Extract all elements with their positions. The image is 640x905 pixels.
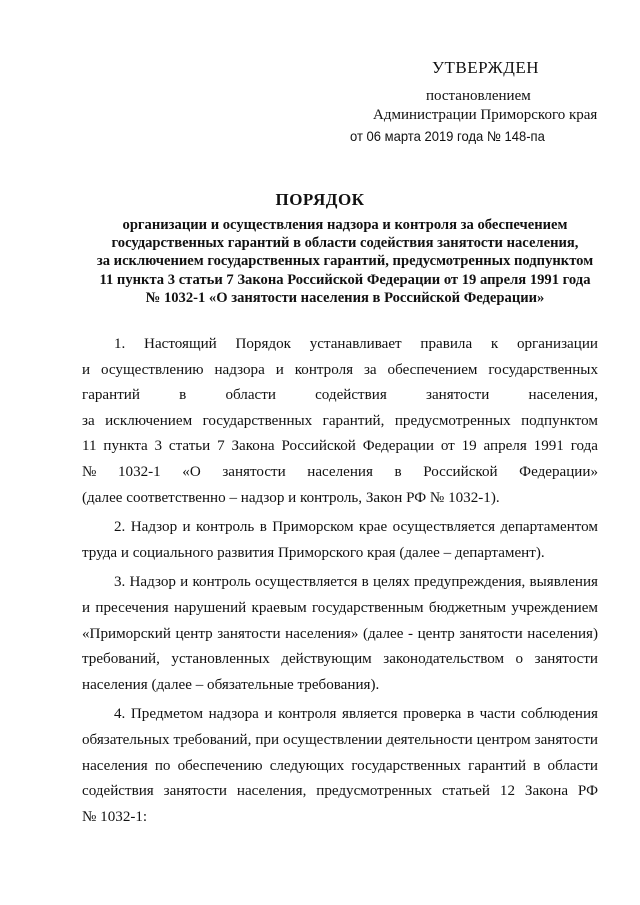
subtitle-line: за исключением государственных гарантий, предусмотренных подпунктом <box>96 253 594 270</box>
paragraph-2 <box>82 515 598 566</box>
text-line: 11 пункта 3 статьи 7 Закона Российской Федерации от 19 апреля 1991 года <box>82 438 598 455</box>
document-body <box>82 332 598 830</box>
text-line: и пресечения нарушений краевым государственным бюджетным учреждением <box>82 599 598 616</box>
text-line: обязательных требований, при осуществлении деятельности центром занятости <box>82 731 598 748</box>
subtitle-line: № 1032-1 «О занятости населения в Российской Федерации» <box>145 289 545 306</box>
text-line: населения по обеспечению следующих государственных гарантий в области <box>82 757 598 774</box>
text-line: требований, установленных действующим законодательством о занятости <box>82 651 598 668</box>
text-line: гарантий в области содействия занятости населения, <box>82 387 598 404</box>
subtitle-line: государственных гарантий в области содействия занятости населения, <box>111 235 579 252</box>
text-line: 1. Настоящий Порядок устанавливает правила к организации <box>114 336 598 352</box>
approval-date-number: от 06 марта 2019 года № 148-па <box>350 128 545 144</box>
paragraph-4 <box>82 702 598 830</box>
document-title: ПОРЯДОК <box>275 190 365 209</box>
text-line: 3. Надзор и контроль осуществляется в целях предупреждения, выявления <box>114 574 598 591</box>
text-line: содействия занятости населения, предусмотренных статьей 12 Закона РФ <box>82 783 598 800</box>
text-line: 4. Предметом надзора и контроля является проверка в части соблюдения <box>114 706 598 723</box>
paragraph-3 <box>82 570 598 698</box>
subtitle-line: организации и осуществления надзора и контроля за обеспечением <box>122 217 568 233</box>
approval-resolution-label: постановлением <box>426 88 531 104</box>
text-line: № 1032-1 «О занятости населения в Российской Федерации» <box>82 463 598 480</box>
subtitle-line: 11 пункта 3 статьи 7 Закона Российской Федерации от 19 апреля 1991 года <box>99 271 591 288</box>
document-subtitle <box>70 216 620 307</box>
text-line: (далее соответственно – надзор и контроль, Закон РФ № 1032-1). <box>82 489 500 506</box>
text-line: населения (далее – обязательные требования). <box>82 676 380 693</box>
paragraph-1 <box>82 332 598 511</box>
text-line: № 1032-1: <box>82 808 148 825</box>
text-line: за исключением государственных гарантий, предусмотренных подпунктом <box>82 412 598 429</box>
approval-title: УТВЕРЖДЕН <box>432 58 539 77</box>
text-line: «Приморский центр занятости населения» (далее - центр занятости населения) <box>82 625 598 642</box>
text-line: 2. Надзор и контроль в Приморском крае осуществляется департаментом <box>114 519 598 536</box>
approval-authority: Администрации Приморского края <box>373 107 598 123</box>
text-line: труда и социального развития Приморского края (далее – департамент). <box>82 544 545 561</box>
text-line: и осуществлению надзора и контроля за обеспечением государственных <box>82 361 598 378</box>
